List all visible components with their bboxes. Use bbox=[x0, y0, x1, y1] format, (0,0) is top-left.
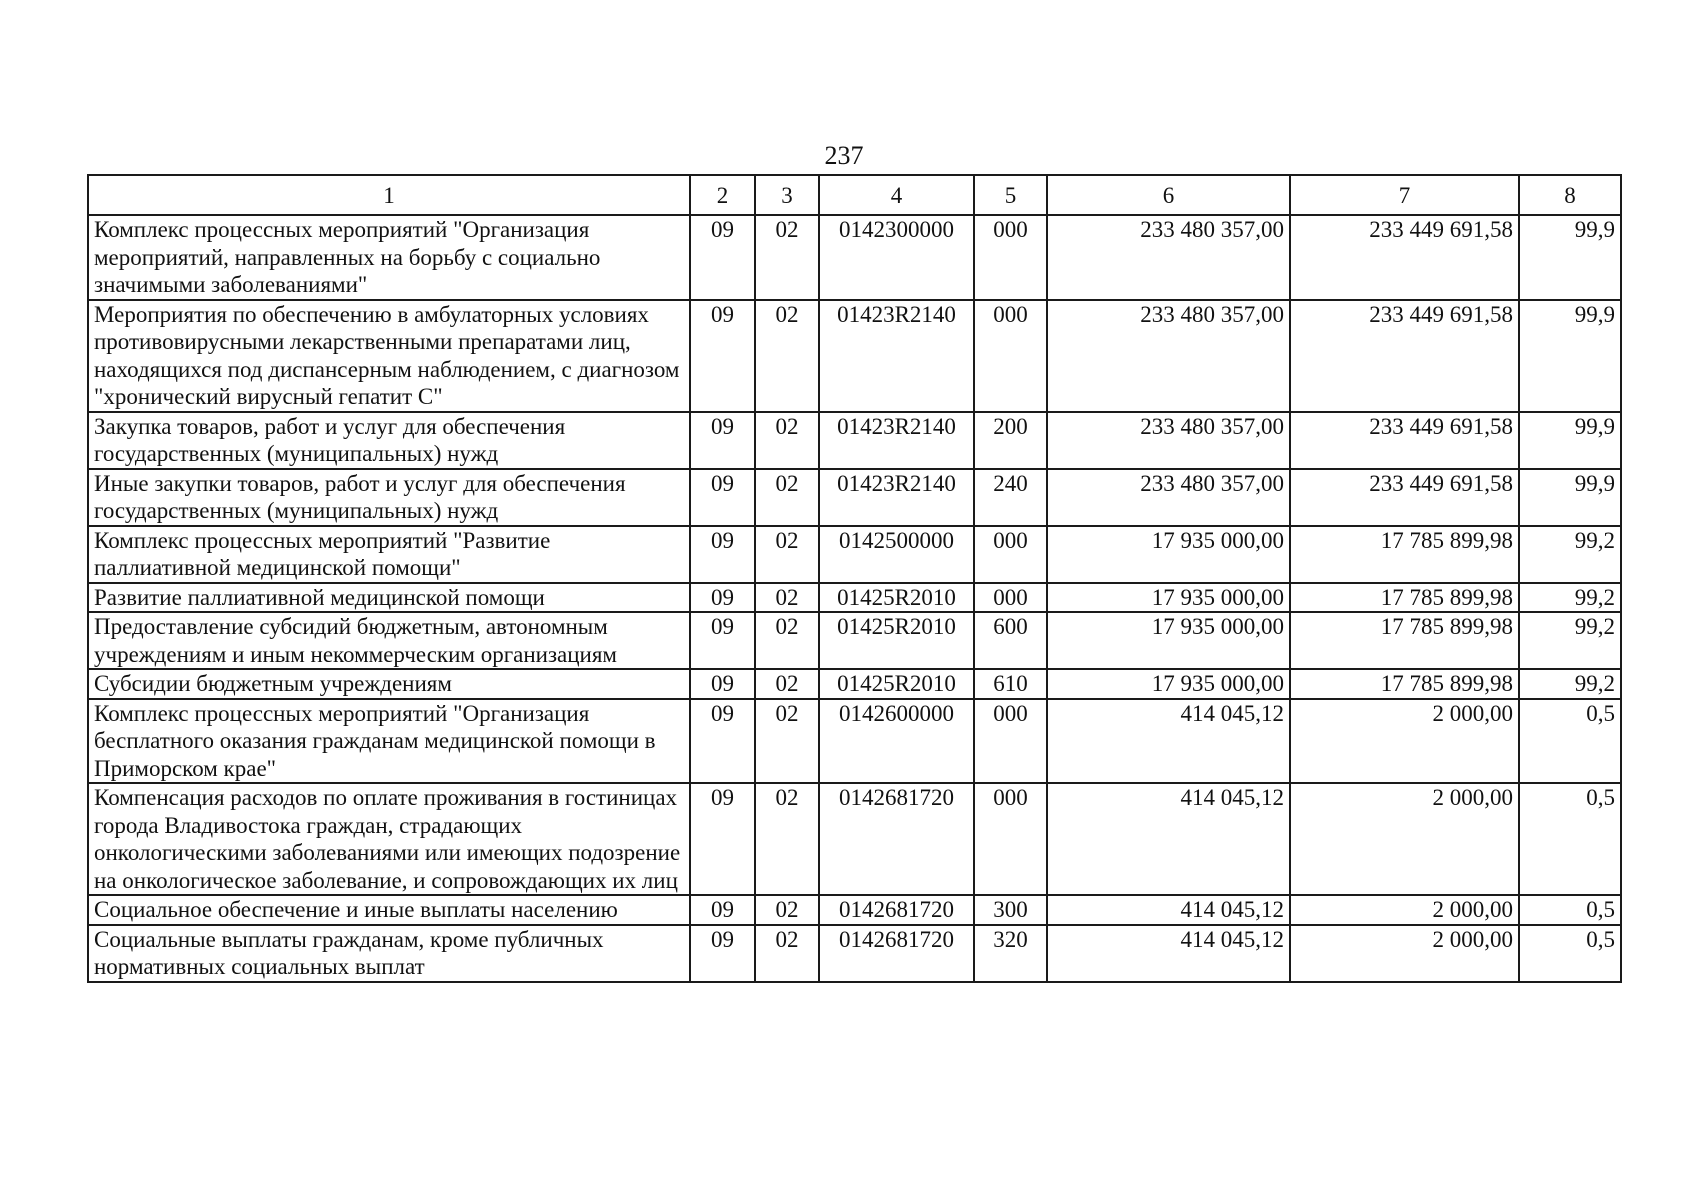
row-section: 09 bbox=[690, 612, 755, 669]
row-expense-type: 000 bbox=[974, 215, 1047, 300]
row-planned: 414 045,12 bbox=[1047, 925, 1290, 982]
row-planned: 17 935 000,00 bbox=[1047, 669, 1290, 699]
row-planned: 414 045,12 bbox=[1047, 783, 1290, 895]
row-expense-type: 600 bbox=[974, 612, 1047, 669]
table-row bbox=[88, 895, 1621, 925]
row-subsection: 02 bbox=[755, 669, 819, 699]
row-percent: 0,5 bbox=[1519, 925, 1621, 982]
row-planned: 17 935 000,00 bbox=[1047, 583, 1290, 613]
row-expense-type: 240 bbox=[974, 469, 1047, 526]
row-target-code: 0142681720 bbox=[819, 925, 974, 982]
page-number-text: 237 bbox=[824, 141, 864, 170]
row-name: Предоставление субсидий бюджетным, автономным учреждениям и иным некоммерческим организациям bbox=[88, 612, 690, 669]
row-planned: 233 480 357,00 bbox=[1047, 215, 1290, 300]
row-name: Комплекс процессных мероприятий "Организация мероприятий, направленных на борьбу с социально значимыми заболеваниями" bbox=[88, 215, 690, 300]
row-target-code: 01425R2010 bbox=[819, 669, 974, 699]
table-row bbox=[88, 300, 1621, 412]
row-name: Социальное обеспечение и иные выплаты населению bbox=[88, 895, 690, 925]
row-planned: 233 480 357,00 bbox=[1047, 300, 1290, 412]
header-col-2: 2 bbox=[690, 175, 755, 215]
row-expense-type: 000 bbox=[974, 300, 1047, 412]
row-name: Мероприятия по обеспечению в амбулаторных условиях противовирусными лекарственными препаратами лиц, находящихся под диспансерным наблюдением, с диагнозом "хронический вирусный гепатит С" bbox=[88, 300, 690, 412]
table-row bbox=[88, 526, 1621, 583]
row-percent: 0,5 bbox=[1519, 699, 1621, 784]
row-name: Развитие паллиативной медицинской помощи bbox=[88, 583, 690, 613]
row-expense-type: 000 bbox=[974, 783, 1047, 895]
row-executed: 17 785 899,98 bbox=[1290, 612, 1519, 669]
row-expense-type: 000 bbox=[974, 583, 1047, 613]
row-target-code: 01423R2140 bbox=[819, 412, 974, 469]
row-section: 09 bbox=[690, 469, 755, 526]
header-col-4: 4 bbox=[819, 175, 974, 215]
row-target-code: 0142681720 bbox=[819, 783, 974, 895]
row-percent: 99,2 bbox=[1519, 526, 1621, 583]
header-row bbox=[88, 175, 1621, 215]
row-planned: 414 045,12 bbox=[1047, 699, 1290, 784]
row-executed: 233 449 691,58 bbox=[1290, 300, 1519, 412]
row-section: 09 bbox=[690, 583, 755, 613]
row-executed: 17 785 899,98 bbox=[1290, 669, 1519, 699]
header-col-6: 6 bbox=[1047, 175, 1290, 215]
table-row bbox=[88, 925, 1621, 982]
row-name: Иные закупки товаров, работ и услуг для обеспечения государственных (муниципальных) нужд bbox=[88, 469, 690, 526]
row-section: 09 bbox=[690, 895, 755, 925]
row-planned: 17 935 000,00 bbox=[1047, 612, 1290, 669]
row-executed: 2 000,00 bbox=[1290, 783, 1519, 895]
row-subsection: 02 bbox=[755, 526, 819, 583]
row-section: 09 bbox=[690, 669, 755, 699]
row-section: 09 bbox=[690, 215, 755, 300]
row-planned: 233 480 357,00 bbox=[1047, 412, 1290, 469]
row-executed: 17 785 899,98 bbox=[1290, 583, 1519, 613]
row-name: Социальные выплаты гражданам, кроме публичных нормативных социальных выплат bbox=[88, 925, 690, 982]
row-subsection: 02 bbox=[755, 783, 819, 895]
page-number bbox=[0, 141, 1698, 171]
row-executed: 233 449 691,58 bbox=[1290, 412, 1519, 469]
row-expense-type: 300 bbox=[974, 895, 1047, 925]
row-name: Комплекс процессных мероприятий "Организация бесплатного оказания гражданам медицинской помощи в Приморском крае" bbox=[88, 699, 690, 784]
header-col-1: 1 bbox=[88, 175, 690, 215]
row-percent: 99,2 bbox=[1519, 583, 1621, 613]
row-name: Компенсация расходов по оплате проживания в гостиницах города Владивостока граждан, страдающих онкологическими заболеваниями или имеющих подозрение на онкологическое заболевание, и сопровождающих их лиц bbox=[88, 783, 690, 895]
row-target-code: 0142500000 bbox=[819, 526, 974, 583]
row-subsection: 02 bbox=[755, 215, 819, 300]
row-target-code: 01425R2010 bbox=[819, 612, 974, 669]
row-executed: 233 449 691,58 bbox=[1290, 469, 1519, 526]
row-executed: 17 785 899,98 bbox=[1290, 526, 1519, 583]
budget-table bbox=[87, 174, 1622, 983]
row-subsection: 02 bbox=[755, 300, 819, 412]
row-expense-type: 000 bbox=[974, 699, 1047, 784]
row-section: 09 bbox=[690, 783, 755, 895]
row-name: Закупка товаров, работ и услуг для обеспечения государственных (муниципальных) нужд bbox=[88, 412, 690, 469]
row-section: 09 bbox=[690, 699, 755, 784]
row-percent: 0,5 bbox=[1519, 895, 1621, 925]
row-expense-type: 610 bbox=[974, 669, 1047, 699]
row-name: Субсидии бюджетным учреждениям bbox=[88, 669, 690, 699]
row-subsection: 02 bbox=[755, 895, 819, 925]
row-subsection: 02 bbox=[755, 583, 819, 613]
row-percent: 0,5 bbox=[1519, 783, 1621, 895]
row-section: 09 bbox=[690, 526, 755, 583]
row-planned: 414 045,12 bbox=[1047, 895, 1290, 925]
row-subsection: 02 bbox=[755, 612, 819, 669]
row-subsection: 02 bbox=[755, 412, 819, 469]
row-percent: 99,9 bbox=[1519, 469, 1621, 526]
row-name: Комплекс процессных мероприятий "Развитие паллиативной медицинской помощи" bbox=[88, 526, 690, 583]
row-planned: 233 480 357,00 bbox=[1047, 469, 1290, 526]
row-expense-type: 320 bbox=[974, 925, 1047, 982]
row-target-code: 0142300000 bbox=[819, 215, 974, 300]
table-row bbox=[88, 699, 1621, 784]
row-executed: 2 000,00 bbox=[1290, 895, 1519, 925]
row-target-code: 0142681720 bbox=[819, 895, 974, 925]
row-percent: 99,2 bbox=[1519, 612, 1621, 669]
table-row bbox=[88, 215, 1621, 300]
table-row bbox=[88, 783, 1621, 895]
table-row bbox=[88, 469, 1621, 526]
header-col-3: 3 bbox=[755, 175, 819, 215]
table-row bbox=[88, 412, 1621, 469]
row-executed: 233 449 691,58 bbox=[1290, 215, 1519, 300]
row-subsection: 02 bbox=[755, 469, 819, 526]
row-expense-type: 200 bbox=[974, 412, 1047, 469]
row-percent: 99,9 bbox=[1519, 215, 1621, 300]
row-target-code: 01423R2140 bbox=[819, 300, 974, 412]
row-subsection: 02 bbox=[755, 699, 819, 784]
header-col-5: 5 bbox=[974, 175, 1047, 215]
row-expense-type: 000 bbox=[974, 526, 1047, 583]
row-executed: 2 000,00 bbox=[1290, 925, 1519, 982]
row-section: 09 bbox=[690, 925, 755, 982]
row-section: 09 bbox=[690, 300, 755, 412]
row-executed: 2 000,00 bbox=[1290, 699, 1519, 784]
row-subsection: 02 bbox=[755, 925, 819, 982]
header-col-8: 8 bbox=[1519, 175, 1621, 215]
row-section: 09 bbox=[690, 412, 755, 469]
row-percent: 99,2 bbox=[1519, 669, 1621, 699]
table-row bbox=[88, 612, 1621, 669]
row-planned: 17 935 000,00 bbox=[1047, 526, 1290, 583]
header-col-7: 7 bbox=[1290, 175, 1519, 215]
row-percent: 99,9 bbox=[1519, 412, 1621, 469]
row-target-code: 01423R2140 bbox=[819, 469, 974, 526]
table-row bbox=[88, 583, 1621, 613]
table-row bbox=[88, 669, 1621, 699]
row-target-code: 01425R2010 bbox=[819, 583, 974, 613]
row-percent: 99,9 bbox=[1519, 300, 1621, 412]
row-target-code: 0142600000 bbox=[819, 699, 974, 784]
